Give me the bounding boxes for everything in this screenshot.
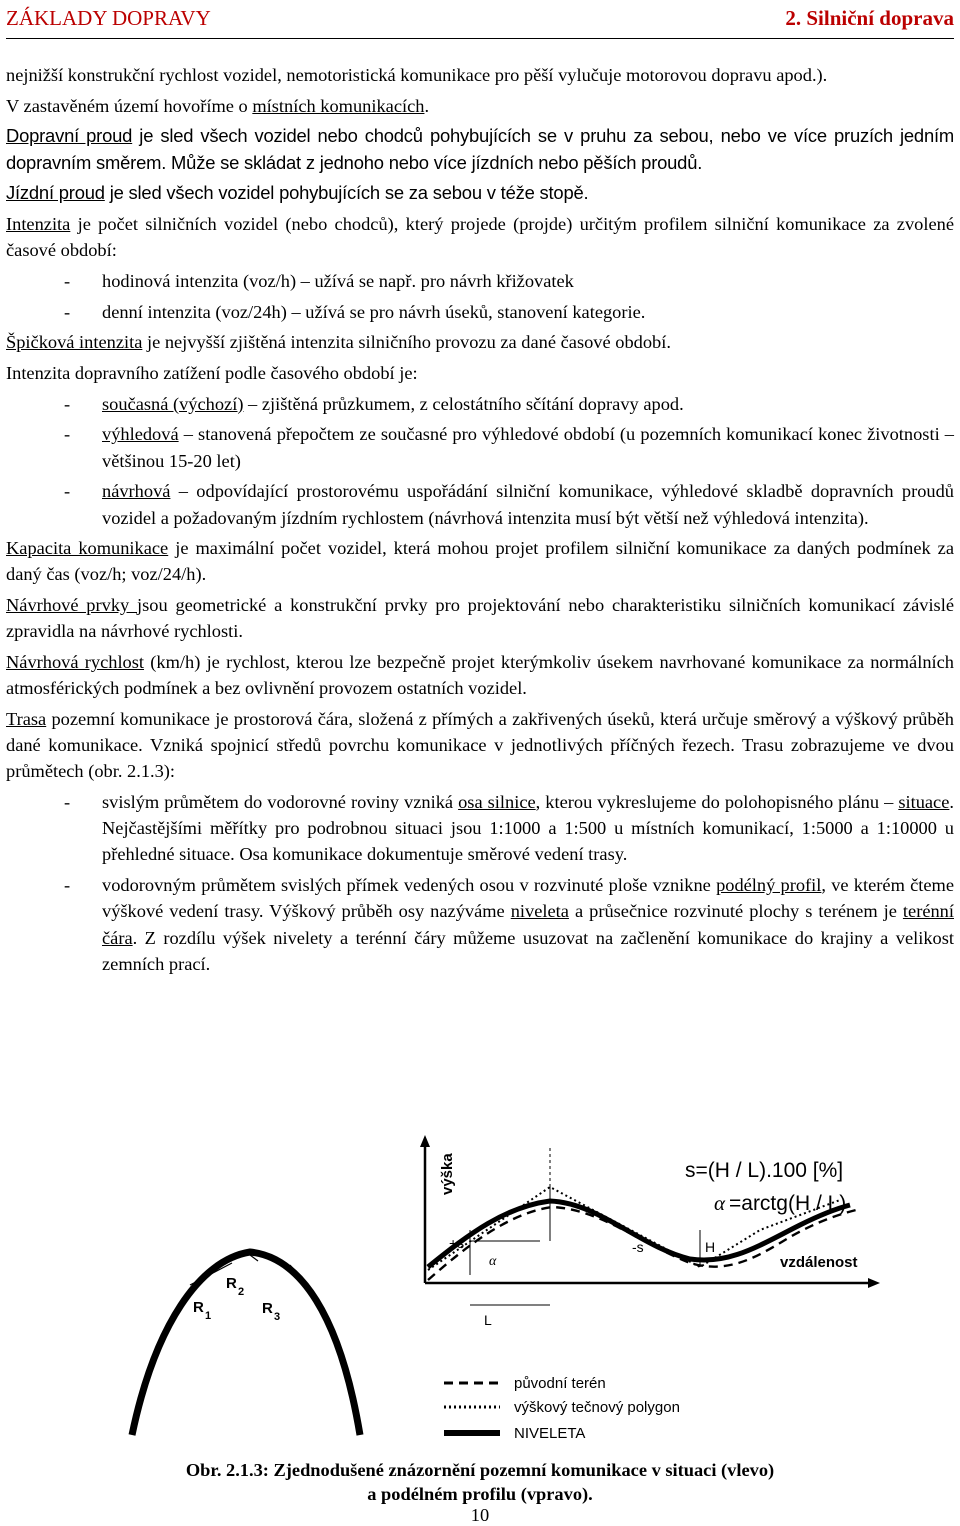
- radius-label-r3: R: [262, 1300, 273, 1317]
- header-title: ZÁKLADY DOPRAVY: [6, 6, 211, 30]
- paragraph: nejnižší konstrukční rychlost vozidel, nemotoristická komunikace pro pěší vylučuje motorovou dopravu apod.).: [6, 65, 828, 85]
- legend-niveleta-label: NIVELETA: [514, 1425, 586, 1442]
- paragraph: Jízdní proud je sled všech vozidel pohybujících se za sebou v téže stopě.: [6, 182, 589, 204]
- formula-angle: =arctg(H / L): [729, 1192, 847, 1215]
- paragraph: Dopravní proud je sled všech vozidel nebo chodců pohybujících se v pruhu za sebou, nebo ve více pruzích jedním dopravním směrem. Může se skládat z jednoho nebo více jízdních nebo pěších proudů.: [6, 125, 955, 173]
- legend-terrain-label: původní terén: [514, 1375, 606, 1392]
- paragraph: Intenzita je počet silničních vozidel (nebo chodců), který projede (projde) určitým profilem silniční komunikace za zvolené časové období:: [6, 214, 954, 261]
- list-item: - vodorovným průmětem svislých přímek vedených osou v rozvinuté ploše vznikne podélný profil, ve kterém čteme výškové vedení trasy. Výškový průběh osy nazýváme niveleta a průsečnice rozvinuté plochy s terénem je terénní čára. Z rozdílu výšek nivelety a terénní čáry můžeme usuzovat na začlenění komunikace do krajiny a velikost zemních prací.: [64, 875, 954, 974]
- term: osa silnice: [458, 792, 536, 813]
- list-item: - svislým průmětem do vodorovné roviny vzniká osa silnice, kterou vykreslujeme do polohopisného plánu – situace. Nejčastějšími měřítky pro podrobnou situaci jsou 1:1000 a 1:500 u místních komunikací, 1:5000 a 1:10000 u přehledné situace. Osa komunikace dokumentuje směrové vedení trasy.: [64, 792, 954, 865]
- term: podélný profil: [716, 875, 822, 896]
- alpha-label: α: [489, 1254, 497, 1269]
- longitudinal-profile: [420, 1135, 880, 1442]
- term: Špičková intenzita: [6, 332, 143, 353]
- term: návrhová: [102, 481, 171, 502]
- radius-sub-r1: 1: [205, 1310, 212, 1322]
- paragraph: Návrhové prvky jsou geometrické a konstrukční prvky pro projektování nebo charakteristiku silničních komunikací závislé zpravidla na návrhové rychlosti.: [6, 595, 954, 642]
- term: současná (výchozí): [102, 393, 244, 414]
- length-label: L: [484, 1312, 492, 1328]
- paragraph: Intenzita dopravního zatížení podle časového období je:: [6, 363, 418, 384]
- term: Dopravní proud: [6, 125, 133, 147]
- term: místních komunikacích: [252, 95, 425, 116]
- paragraph: Návrhová rychlost (km/h) je rychlost, kterou lze bezpečně projet kterýmkoliv úsekem navrhované komunikace za normálních atmosférických podmínek a bez ovlivnění provozem ostatních vozidel.: [6, 652, 954, 699]
- term: Intenzita: [6, 214, 71, 235]
- radius-sub-r3: 3: [274, 1311, 281, 1323]
- term: Návrhová rychlost: [6, 652, 145, 673]
- formula-slope: s=(H / L).100 [%]: [685, 1159, 844, 1182]
- paragraph: Trasa pozemní komunikace je prostorová čára, složená z přímých a zakřivených úseků, která určuje směrový a výškový průběh dané komunikace. Vzniká spojnicí středů povrchu komunikace v jednotlivých příčných řezech. Trasu zobrazujeme ve dvou průmětech (obr. 2.1.3):: [6, 708, 954, 782]
- radius-label-r2: R: [226, 1275, 237, 1292]
- page-number: 10: [470, 1505, 490, 1525]
- list-item: - výhledová – stanovená přepočtem ze současné pro výhledové období (u pozemních komunikací konec životnosti – většinou 15-20 let): [64, 424, 954, 471]
- negative-slope-label: -s: [632, 1239, 644, 1255]
- y-axis-label: výška: [439, 1153, 456, 1195]
- legend-polygon-label: výškový tečnový polygon: [514, 1399, 680, 1416]
- term: Jízdní proud: [6, 182, 105, 204]
- page-body: [6, 62, 954, 982]
- height-label: H: [705, 1239, 716, 1255]
- list-item: - hodinová intenzita (voz/h) – užívá se např. pro návrh křižovatek: [64, 270, 574, 291]
- list-item: - denní intenzita (voz/24h) – užívá se pro návrh úseků, stanovení kategorie.: [64, 301, 646, 322]
- paragraph: V zastavěném území hovoříme o místních komunikacích.: [6, 95, 430, 116]
- term: výhledová: [102, 424, 179, 445]
- list-item: - návrhová – odpovídající prostorovému uspořádání silniční komunikace, výhledové skladbě dopravních proudů vozidel a požadovaným jízdním rychlostem (návrhová intenzita musí být větší než výhledová intenzita).: [64, 481, 954, 528]
- situation-plan: [132, 1252, 360, 1435]
- term: situace: [898, 792, 950, 813]
- term: Kapacita komunikace: [6, 538, 169, 559]
- term: Návrhové prvky: [6, 595, 137, 616]
- figure-road-diagram: [0, 1135, 960, 1455]
- formula-alpha-symbol: α: [714, 1191, 726, 1215]
- x-axis-label: vzdálenost: [780, 1254, 858, 1271]
- positive-slope-label: +s: [449, 1235, 465, 1251]
- list-item: - současná (výchozí) – zjištěná průzkumem, z celostátního sčítání dopravy apod.: [64, 393, 684, 414]
- figure-caption: Obr. 2.1.3: Zjednodušené znázornění pozemní komunikace v situaci (vlevo) a podélném profilu (vpravo).: [185, 1460, 775, 1504]
- radius-label-r1: R: [193, 1299, 204, 1316]
- paragraph: Kapacita komunikace je maximální počet vozidel, která mohou projet profilem silniční komunikace za daných podmínek za daný čas (voz/h; voz/24/h).: [6, 538, 954, 585]
- radius-sub-r2: 2: [238, 1286, 245, 1298]
- term: niveleta: [510, 901, 569, 922]
- term: Trasa: [6, 708, 47, 729]
- page-header: [6, 4, 954, 39]
- term: terénní čára: [102, 901, 954, 948]
- paragraph: Špičková intenzita je nejvyšší zjištěná intenzita silničního provozu za dané časové období.: [6, 332, 671, 353]
- header-chapter: 2. Silniční doprava: [785, 6, 954, 30]
